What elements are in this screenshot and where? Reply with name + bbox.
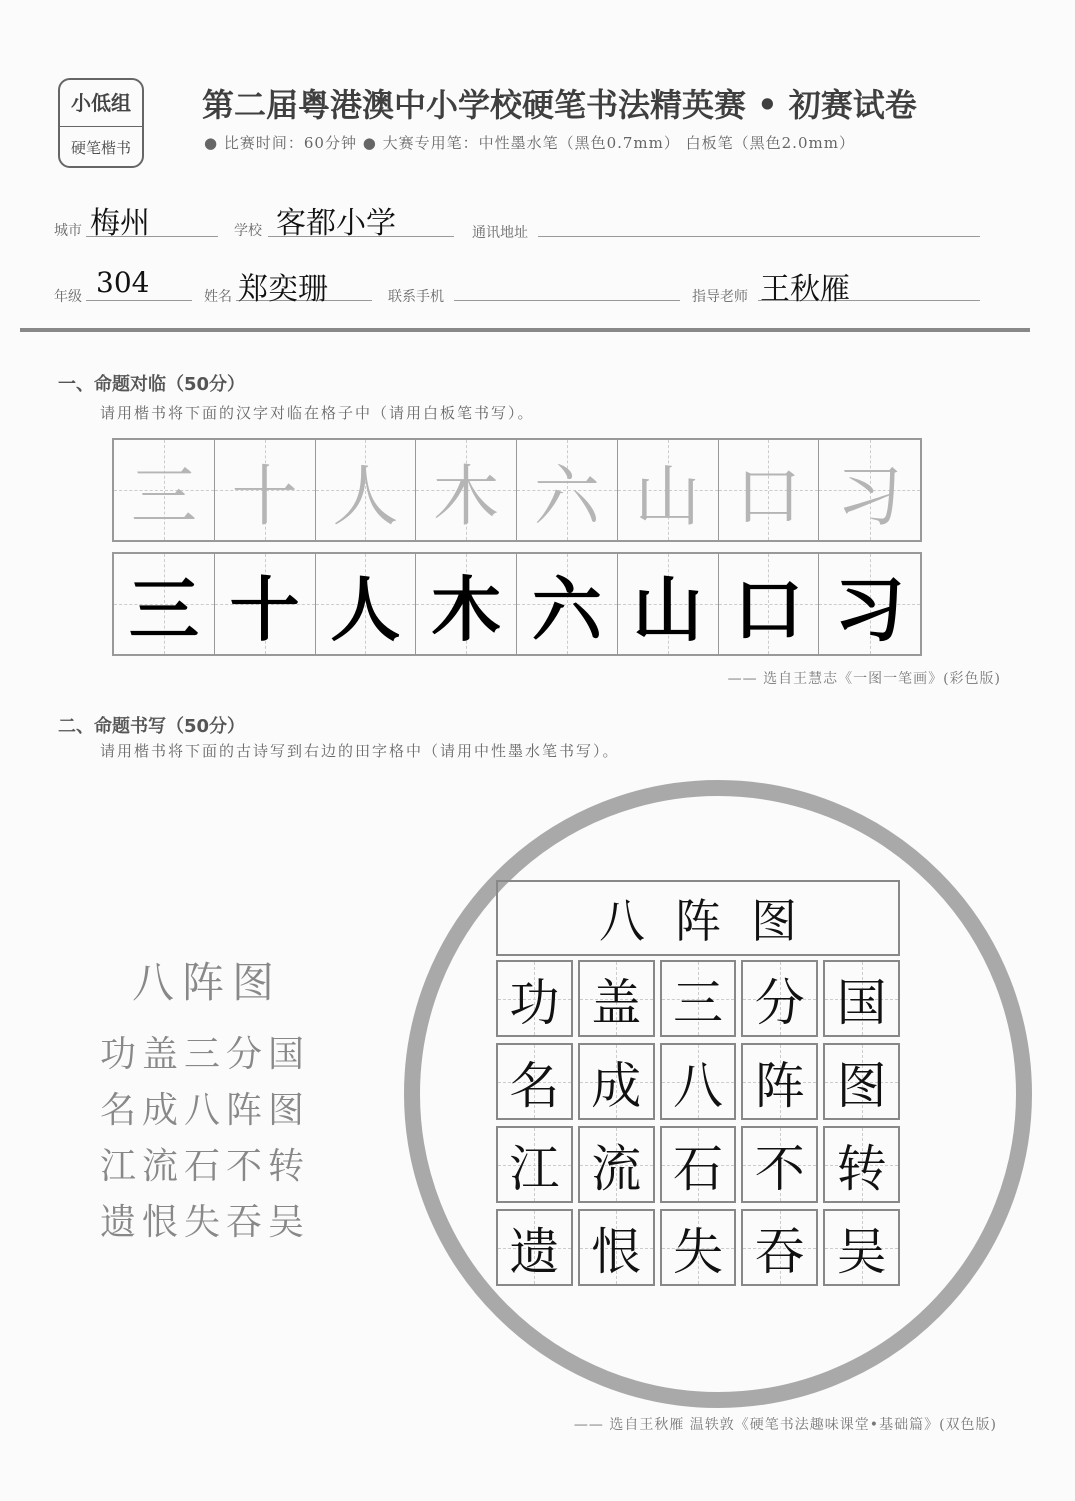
poem-line: 江流石不转 (100, 1146, 311, 1187)
model-char: 习 (836, 457, 903, 535)
grid-cell[interactable] (496, 1126, 573, 1203)
address-label: 通讯地址 (472, 225, 528, 241)
grid-cell[interactable] (660, 1209, 737, 1286)
handwritten-char: 阵 (754, 1056, 805, 1115)
model-char: 十 (231, 457, 298, 535)
written-char: 三 (128, 568, 199, 651)
written-char: 口 (733, 568, 804, 651)
grid-cell[interactable] (823, 1126, 900, 1203)
handwritten-char: 成 (591, 1056, 642, 1115)
poem-line: 遗恨失吞吴 (100, 1202, 311, 1243)
city-field[interactable]: 梅州 (90, 206, 150, 241)
handwritten-char: 吴 (836, 1222, 887, 1281)
tianzige-grid[interactable] (496, 960, 900, 1292)
written-char: 人 (330, 568, 401, 651)
grid-row (496, 1043, 900, 1120)
poem-line: 功盖三分国 (100, 1034, 311, 1075)
handwritten-char: 吞 (754, 1222, 805, 1281)
handwritten-char: 盖 (591, 973, 642, 1032)
grid-cell[interactable] (496, 1209, 573, 1286)
section2-title: 二、命题书写（50分） (58, 716, 246, 737)
written-char-cell[interactable] (517, 554, 618, 654)
phone-label: 联系手机 (388, 289, 444, 305)
grid-cell[interactable] (578, 1209, 655, 1286)
header-divider (20, 328, 1030, 332)
handwritten-char: 石 (672, 1139, 723, 1198)
grid-cell[interactable] (823, 1209, 900, 1286)
grid-cell[interactable] (823, 960, 900, 1037)
grid-cell[interactable] (660, 1043, 737, 1120)
handwritten-char: 名 (509, 1056, 560, 1115)
model-char-cell (618, 440, 719, 540)
model-char-cell (416, 440, 517, 540)
handwritten-char: 国 (836, 973, 887, 1032)
grid-row (496, 1209, 900, 1286)
handwritten-char: 功 (509, 973, 560, 1032)
model-char: 口 (735, 457, 802, 535)
badge-group-label: 小低组 (60, 80, 142, 127)
model-char-cell (819, 440, 920, 540)
teacher-label: 指导老师 (692, 289, 748, 305)
section1-desc: 请用楷书将下面的汉字对临在格子中（请用白板笔书写）。 (100, 404, 535, 422)
grade-label: 年级 (54, 289, 82, 305)
written-char-cell[interactable] (114, 554, 215, 654)
name-field[interactable]: 郑奕珊 (238, 272, 328, 307)
handwritten-char: 遗 (509, 1222, 560, 1281)
grid-cell[interactable] (741, 1126, 818, 1203)
written-char-cell[interactable] (416, 554, 517, 654)
teacher-field[interactable]: 王秋雁 (760, 272, 850, 307)
grid-cell[interactable] (660, 960, 737, 1037)
address-field[interactable] (538, 236, 980, 237)
grid-cell[interactable] (578, 1126, 655, 1203)
handwritten-char: 失 (672, 1222, 723, 1281)
phone-field[interactable] (454, 300, 680, 301)
written-char: 山 (632, 568, 703, 651)
section2-desc: 请用楷书将下面的古诗写到右边的田字格中（请用中性墨水笔书写）。 (100, 742, 620, 760)
section1-credit: —— 选自王慧志《一图一笔画》(彩色版) (727, 671, 1001, 687)
city-label: 城市 (54, 223, 82, 239)
grid-cell[interactable] (823, 1043, 900, 1120)
model-char-cell (215, 440, 316, 540)
handwritten-char: 江 (509, 1139, 560, 1198)
section1-title: 一、命题对临（50分） (58, 374, 246, 395)
written-char: 木 (431, 568, 502, 651)
written-char: 十 (229, 568, 300, 651)
grid-row (496, 1126, 900, 1203)
handwritten-char: 图 (836, 1056, 887, 1115)
written-char-cell[interactable] (618, 554, 719, 654)
written-char-cell[interactable] (719, 554, 820, 654)
section2-credit: —— 选自王秋雁 温轶敦《硬笔书法趣味课堂•基础篇》(双色版) (573, 1417, 997, 1433)
page-subtitle: ● 比赛时间：60分钟 ● 大赛专用笔：中性墨水笔（黑色0.7mm） 白板笔（黑色2.0mm） (204, 134, 855, 152)
model-char: 山 (634, 457, 701, 535)
school-label: 学校 (234, 223, 262, 239)
handwritten-char: 分 (754, 973, 805, 1032)
model-char: 三 (130, 457, 197, 535)
handwritten-char: 三 (672, 973, 723, 1032)
handwritten-char: 转 (836, 1139, 887, 1198)
name-label: 姓名 (204, 289, 232, 305)
handwritten-char: 八 (672, 1056, 723, 1115)
page-title: 第二届粤港澳中小学校硬笔书法精英赛 • 初赛试卷 (202, 86, 917, 124)
model-char-cell (316, 440, 417, 540)
grid-row (496, 960, 900, 1037)
grade-field[interactable]: 304 (96, 266, 150, 299)
grid-cell[interactable] (496, 1043, 573, 1120)
grid-cell[interactable] (496, 960, 573, 1037)
handwritten-char: 恨 (591, 1222, 642, 1281)
model-char: 木 (433, 457, 500, 535)
written-char-cell[interactable] (316, 554, 417, 654)
written-char-cell[interactable] (215, 554, 316, 654)
written-char-cell[interactable] (819, 554, 920, 654)
grid-cell[interactable] (741, 1209, 818, 1286)
grid-cell[interactable] (660, 1126, 737, 1203)
model-char: 人 (332, 457, 399, 535)
poem-title: 八阵图 (132, 958, 283, 1007)
school-field[interactable]: 客都小学 (276, 206, 396, 241)
handwritten-char: 不 (754, 1139, 805, 1198)
answer-title-box[interactable]: 八阵图 (496, 880, 900, 956)
written-char: 六 (531, 568, 602, 651)
model-char: 六 (533, 457, 600, 535)
badge-style-label: 硬笔楷书 (70, 139, 131, 157)
handwritten-char: 流 (591, 1139, 642, 1198)
model-char-cell (114, 440, 215, 540)
grid-cell[interactable] (578, 960, 655, 1037)
grid-cell[interactable] (741, 960, 818, 1037)
written-char: 习 (834, 568, 905, 651)
grade-line (86, 300, 192, 301)
grid-cell[interactable] (578, 1043, 655, 1120)
grid-cell[interactable] (741, 1043, 818, 1120)
model-char-cell (517, 440, 618, 540)
written-char-row[interactable] (112, 552, 922, 656)
poem-line: 名成八阵图 (100, 1090, 311, 1131)
model-char-row (112, 438, 922, 542)
model-char-cell (719, 440, 820, 540)
group-badge (58, 78, 144, 168)
